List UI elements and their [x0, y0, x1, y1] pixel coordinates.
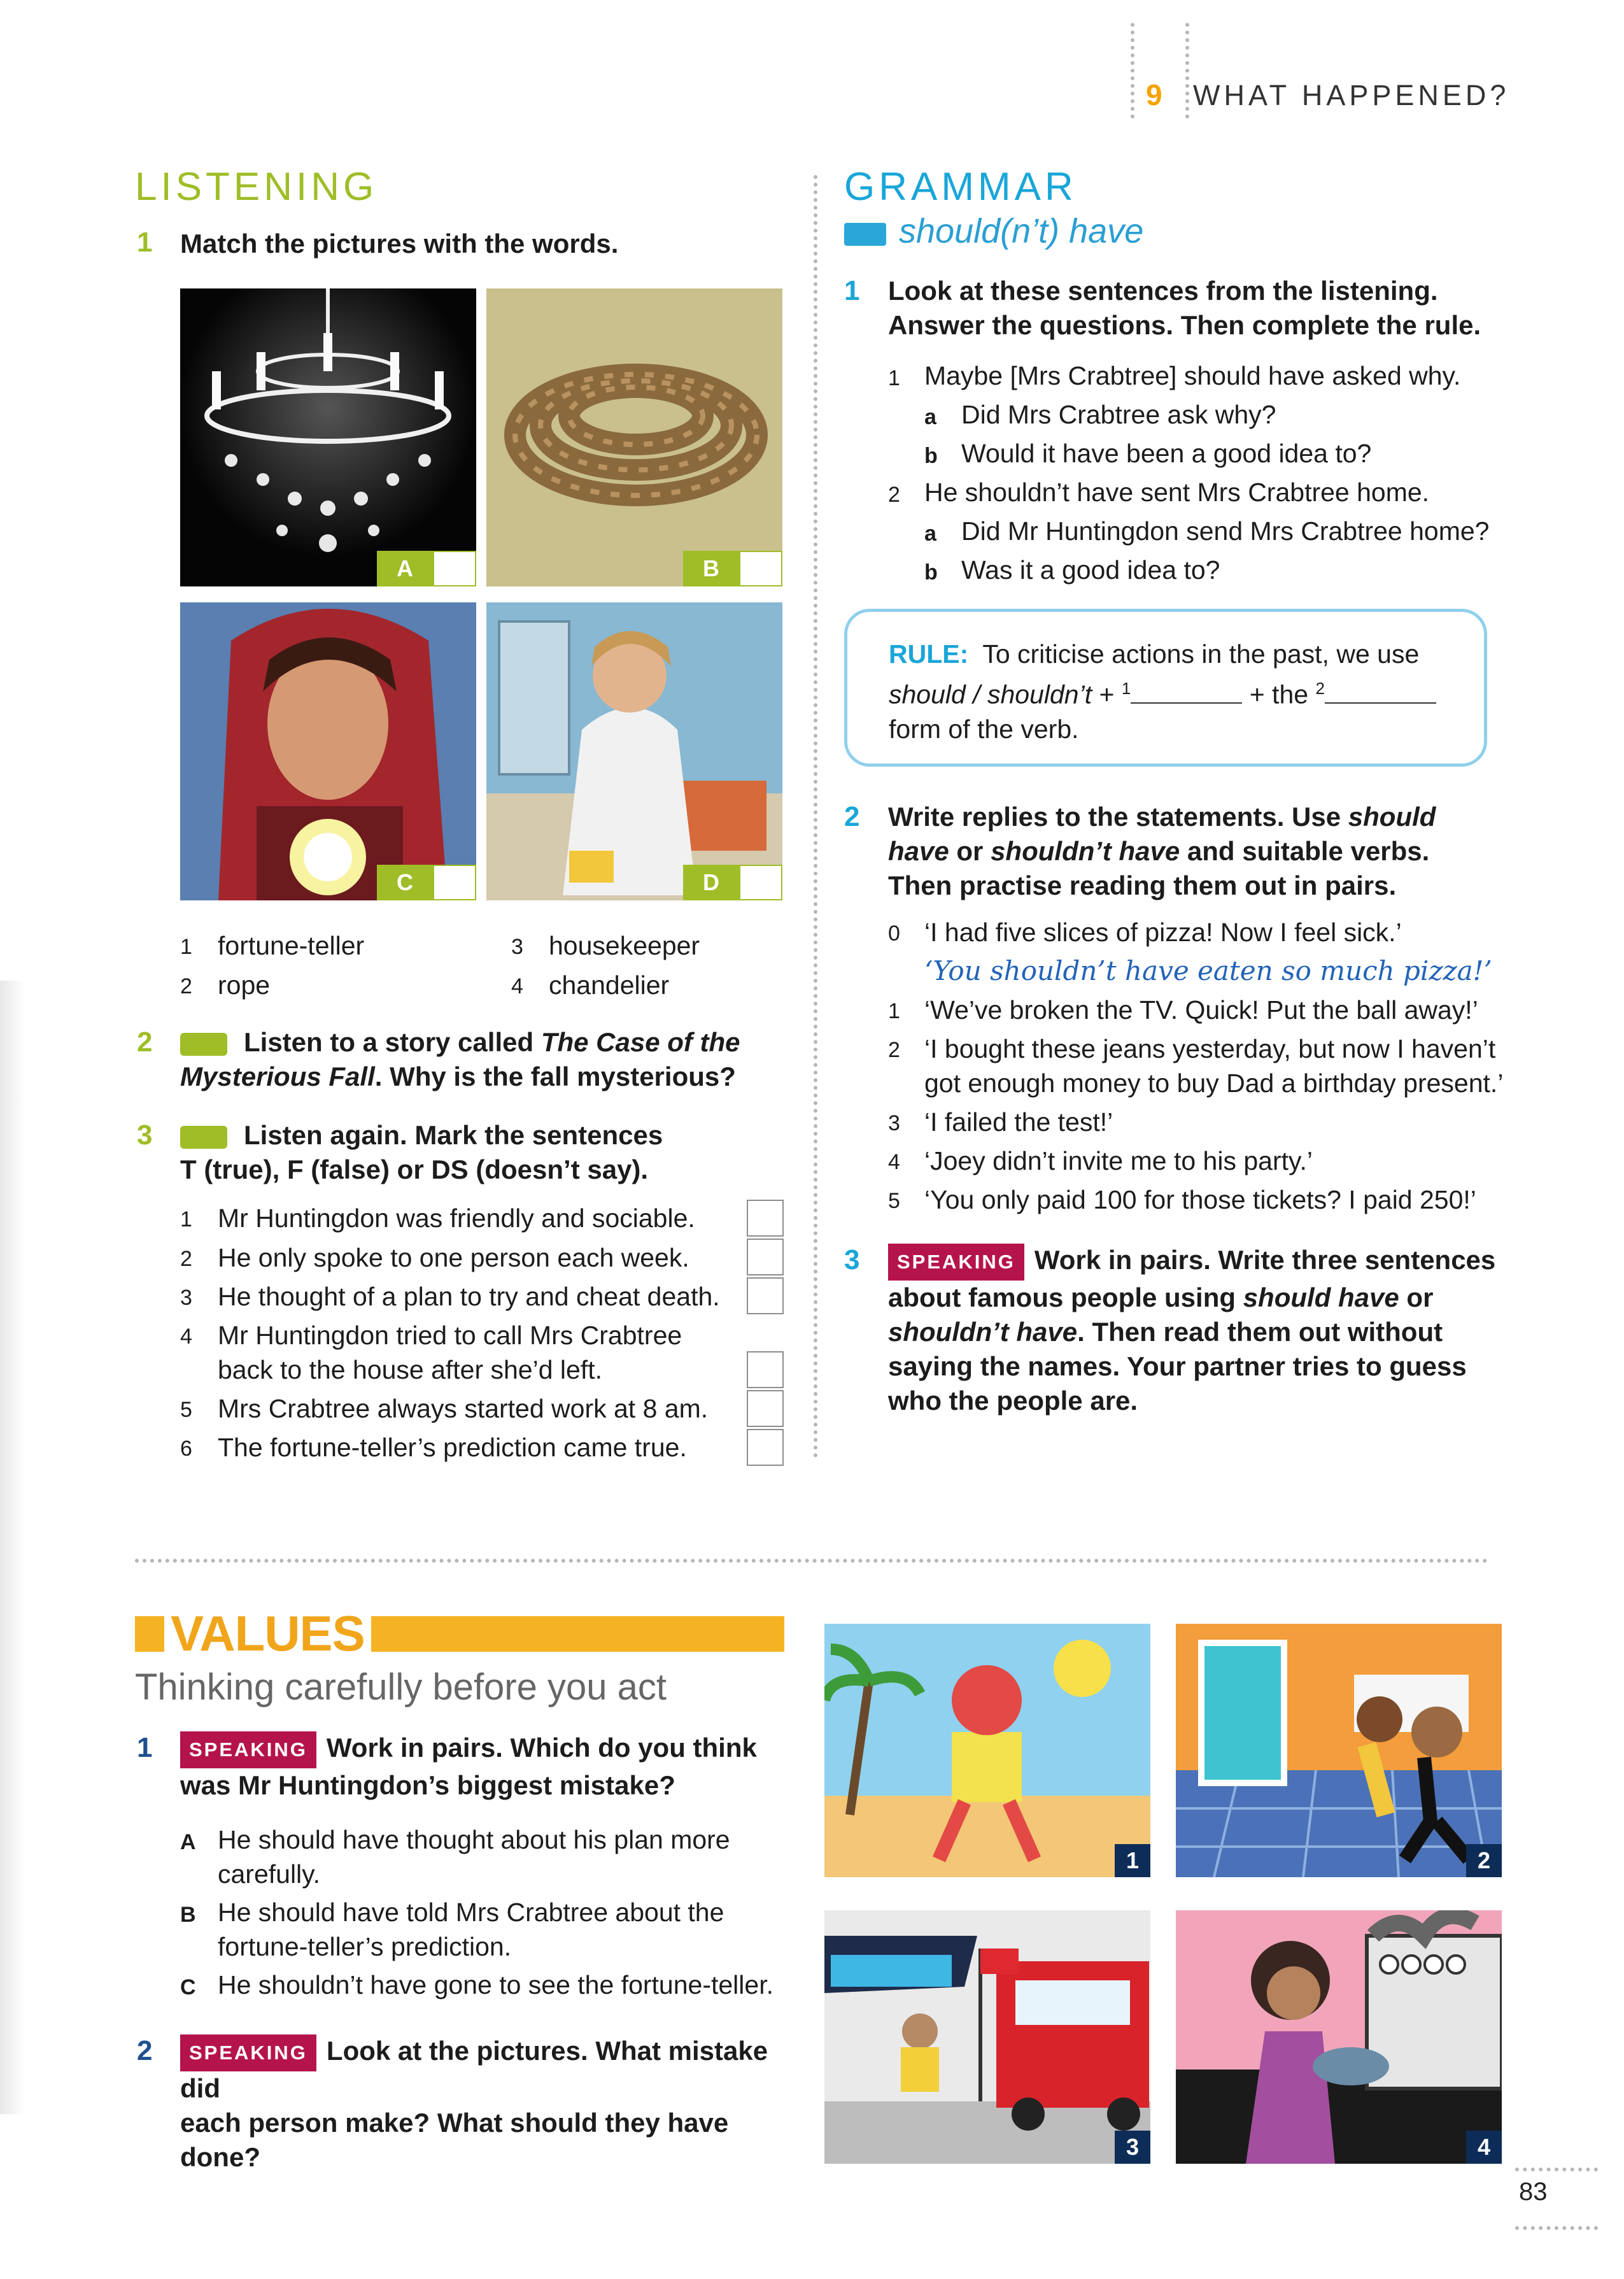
sentence: Maybe [Mrs Crabtree] should have asked why.: [924, 361, 1461, 390]
cartoon-1: [824, 1624, 1150, 1877]
picture-label: C: [377, 865, 476, 900]
ex-number: 2: [137, 2035, 153, 2066]
statement: Mrs Crabtree always started work at 8 am.: [218, 1394, 709, 1423]
ex-number: 1: [137, 227, 153, 258]
statement: ‘We’ve broken the TV. Quick! Put the ball away!’: [924, 995, 1478, 1025]
page-number: 83: [1519, 2178, 1548, 2206]
statement: He only spoke to one person each week.: [218, 1243, 689, 1272]
answer-box[interactable]: [739, 551, 782, 586]
question: Was it a good idea to?: [961, 555, 1220, 585]
ex-number: 3: [137, 1119, 153, 1151]
answer-checkbox[interactable]: [747, 1277, 784, 1314]
header-divider: [1131, 23, 1134, 118]
cartoon-4: [1176, 1910, 1502, 2164]
wet-floor-cartoon-icon: [1176, 1624, 1502, 1877]
listening-title: LISTENING: [135, 165, 378, 209]
housekeeper-icon: [486, 602, 782, 900]
reply-number: 1: [888, 999, 900, 1023]
cartoon-2: [1176, 1624, 1502, 1877]
rule-text: RULE: To criticise actions in the past, we use should / shouldn’t + $^1$ + the $^2$ form of the verb.: [889, 637, 1462, 746]
statement: ‘I bought these jeans yesterday, but now I haven’t got enough money to buy Dad a birthday present.’: [924, 1034, 1504, 1098]
word-number: 3: [511, 935, 523, 959]
page-binding-shadow: [0, 981, 25, 2114]
reply-number: 0: [888, 921, 900, 946]
statement-number: 2: [180, 1247, 192, 1271]
instruction: Match the pictures with the words.: [180, 229, 619, 259]
column-divider: [814, 175, 817, 1458]
values-subtitle: Thinking carefully before you act: [135, 1666, 667, 1708]
rope-icon: [486, 288, 782, 586]
statement-number: 1: [180, 1207, 192, 1232]
unit-number: 9: [1146, 78, 1162, 111]
option-letter: B: [180, 1903, 196, 1927]
sentence: He shouldn’t have sent Mrs Crabtree home.: [924, 478, 1430, 507]
question-letter: b: [924, 560, 938, 585]
ex-number: 3: [844, 1244, 860, 1275]
reply-number: 3: [888, 1111, 900, 1135]
ex-number: 1: [844, 275, 860, 306]
reply-number: 5: [888, 1189, 900, 1213]
fortune-teller-icon: [180, 602, 476, 900]
example-answer: ‘You shouldn’t have eaten so much pizza!’: [924, 955, 1492, 986]
statement: ‘Joey didn’t invite me to his party.’: [924, 1146, 1313, 1175]
answer-checkbox[interactable]: [747, 1390, 784, 1427]
option-letter: A: [180, 1830, 196, 1854]
statement: ‘I failed the test!’: [924, 1107, 1113, 1137]
values-title: VALUES: [164, 1603, 371, 1663]
statement: Mr Huntingdon tried to call Mrs Crabtree back to the house after she’d left.: [218, 1321, 682, 1384]
instruction: Listen again. Mark the sentences T (true), F (false) or DS (doesn’t say).: [180, 1120, 663, 1184]
picture-c-fortune-teller: [180, 602, 476, 900]
reply-number: 2: [888, 1038, 900, 1062]
grammar-subtitle: should(n’t) have: [899, 212, 1144, 250]
video-icon[interactable]: [844, 223, 886, 246]
answer-box[interactable]: [433, 865, 476, 900]
picture-label: A: [377, 551, 476, 586]
statement: ‘You only paid 100 for those tickets? I paid 250!’: [924, 1185, 1476, 1214]
answer-box[interactable]: [739, 865, 782, 900]
question: Did Mrs Crabtree ask why?: [961, 400, 1276, 429]
instruction: SPEAKING Work in pairs. Write three sentences about famous people using should have or shouldn’t have. Then read them out without saying the names. Your partner tries to guess who the people are.: [888, 1243, 1525, 1418]
statement-number: 4: [180, 1324, 192, 1349]
instruction: SPEAKING Work in pairs. Which do you think was Mr Huntingdon’s biggest mistake?: [180, 1731, 785, 1803]
word-number: 1: [180, 935, 192, 959]
grammar-title: GRAMMAR: [844, 165, 1077, 209]
statement: ‘I had five slices of pizza! Now I feel sick.’: [924, 918, 1402, 947]
sentence-number: 2: [888, 483, 900, 507]
question: Did Mr Huntingdon send Mrs Crabtree home?: [961, 516, 1490, 546]
cartoon-number: 2: [1466, 1844, 1502, 1877]
answer-checkbox[interactable]: [747, 1239, 784, 1275]
picture-label: D: [683, 865, 782, 900]
audio-icon[interactable]: [180, 1033, 227, 1056]
instruction: Write replies to the statements. Use should have or shouldn’t have and suitable verbs. Then practise reading them out in pairs.: [888, 802, 1436, 900]
bus-cartoon-icon: [824, 1910, 1150, 2164]
statement-number: 6: [180, 1437, 192, 1461]
option: He should have thought about his plan more carefully.: [218, 1825, 730, 1889]
reply-number: 4: [888, 1150, 900, 1174]
audio-icon[interactable]: [180, 1126, 227, 1149]
ex-number: 1: [137, 1732, 153, 1763]
word-item: housekeeper: [549, 931, 700, 960]
ex-number: 2: [844, 801, 860, 832]
statement: The fortune-teller’s prediction came true.: [218, 1433, 687, 1462]
beach-cartoon-icon: [824, 1624, 1150, 1877]
statement-number: 3: [180, 1286, 192, 1310]
speaking-badge: SPEAKING: [888, 1244, 1024, 1281]
answer-checkbox[interactable]: [747, 1351, 784, 1388]
section-divider: [135, 1559, 1488, 1563]
word-item: chandelier: [549, 970, 670, 1000]
page-number-rule: [1515, 2168, 1598, 2171]
cartoon-3: [824, 1910, 1150, 2164]
option: He should have told Mrs Crabtree about the fortune-teller’s prediction.: [218, 1898, 724, 1961]
picture-a-chandelier: [180, 288, 476, 586]
ex-number: 2: [137, 1026, 153, 1058]
picture-label: B: [683, 551, 782, 586]
question-letter: b: [924, 444, 938, 468]
instruction: SPEAKING Look at the pictures. What mistake did each person make? What should they have done?: [180, 2034, 785, 2175]
cartoon-number: 3: [1115, 2131, 1150, 2164]
instruction: Look at these sentences from the listening. Answer the questions. Then complete the rule.: [888, 276, 1481, 340]
word-item: rope: [218, 970, 271, 1000]
header-divider: [1185, 23, 1189, 118]
answer-checkbox[interactable]: [747, 1429, 784, 1466]
question-letter: a: [924, 522, 936, 546]
question-letter: a: [924, 405, 936, 429]
speaking-badge: SPEAKING: [180, 1731, 316, 1768]
statement: Mr Huntingdon was friendly and sociable.: [218, 1203, 695, 1233]
speaking-badge: SPEAKING: [180, 2034, 316, 2071]
instruction: Listen to a story called The Case of the Mysterious Fall. Why is the fall mysterious?: [180, 1027, 740, 1091]
picture-b-rope: [486, 288, 782, 586]
statement-number: 5: [180, 1398, 192, 1422]
sentence-number: 1: [888, 366, 900, 390]
kitchen-cartoon-icon: [1176, 1910, 1502, 2164]
question: Would it have been a good idea to?: [961, 439, 1372, 468]
unit-title: WHAT HAPPENED?: [1193, 79, 1510, 111]
option-letter: C: [180, 1975, 196, 1999]
answer-checkbox[interactable]: [747, 1200, 784, 1237]
cartoon-number: 4: [1466, 2131, 1502, 2164]
cartoon-number: 1: [1115, 1844, 1150, 1877]
picture-d-housekeeper: [486, 602, 782, 900]
word-item: fortune-teller: [218, 931, 365, 960]
page-number-rule: [1515, 2226, 1598, 2230]
answer-box[interactable]: [433, 551, 476, 586]
statement: He thought of a plan to try and cheat death.: [218, 1282, 720, 1311]
option: He shouldn’t have gone to see the fortune-teller.: [218, 1970, 773, 1999]
chandelier-icon: [180, 288, 476, 586]
word-number: 4: [511, 974, 523, 998]
word-number: 2: [180, 974, 192, 998]
